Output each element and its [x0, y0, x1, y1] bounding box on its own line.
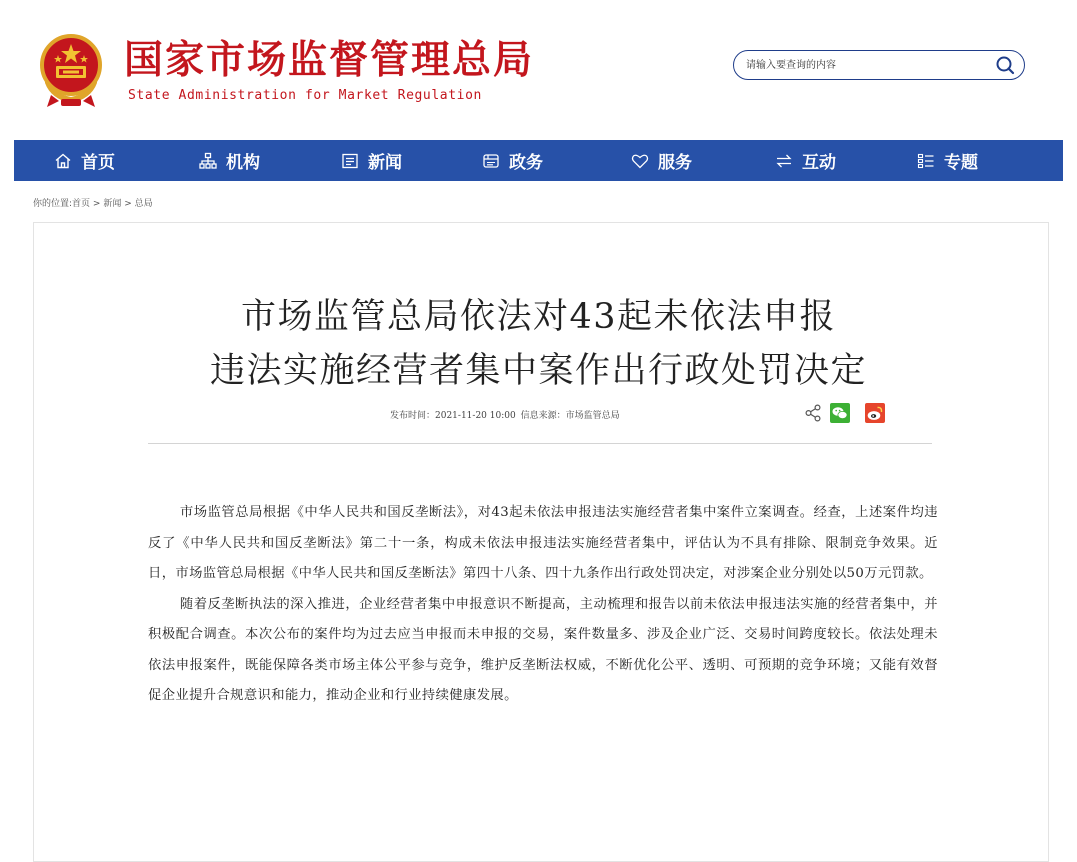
share-icon[interactable]	[804, 403, 822, 423]
breadcrumb-separator: >	[121, 199, 135, 209]
list-icon	[917, 152, 935, 170]
title-divider	[148, 443, 932, 444]
document-icon	[482, 152, 500, 170]
article-title-line-2: 违法实施经营者集中案作出行政处罚决定	[209, 351, 867, 391]
nav-item-interaction[interactable]	[775, 140, 836, 181]
search-icon[interactable]	[994, 54, 1016, 76]
nav-label-news: 新闻	[368, 153, 402, 173]
site-subtitle: State Administration for Market Regulation	[128, 88, 482, 103]
national-emblem-logo[interactable]	[37, 33, 105, 109]
site-title[interactable]: 国家市场监督管理总局	[124, 38, 535, 83]
search-box	[733, 50, 1025, 80]
article-body	[148, 498, 938, 712]
breadcrumb-prefix: 你的位置:	[33, 199, 73, 209]
home-icon	[54, 152, 72, 170]
info-source: 信息来源：市场监管总局	[520, 411, 620, 421]
nav-item-home[interactable]	[54, 140, 115, 181]
nav-label-interaction: 互动	[802, 153, 836, 173]
nav-item-institutions[interactable]	[199, 140, 260, 181]
article-meta	[390, 408, 622, 421]
breadcrumb-link-news[interactable]: 新闻	[103, 199, 122, 209]
article-paragraph: 市场监管总局根据《中华人民共和国反垄断法》，对43起未依法申报违法实施经营者集中案件立案调查。经查，上述案件均违反了《中华人民共和国反垄断法》第二十一条，构成未依法申报违法实施经营者集中，评估认为不具有排除、限制竞争效果。近日，市场监管总局根据《中华人民共和国反垄断法》第四十八条、四十九条作出行政处罚决定，对涉案企业分别处以50万元罚款。	[148, 505, 938, 581]
breadcrumb-link-home[interactable]: 首页	[72, 199, 91, 209]
nav-item-news[interactable]	[341, 140, 402, 181]
nav-item-services[interactable]	[631, 140, 692, 181]
wechat-icon[interactable]	[830, 403, 850, 423]
weibo-icon[interactable]	[865, 403, 885, 423]
breadcrumb-separator: >	[90, 199, 104, 209]
nav-item-special-topics[interactable]	[917, 140, 978, 181]
article-paragraph: 随着反垄断执法的深入推进，企业经营者集中申报意识不断提高，主动梳理和报告以前未依法申报违法实施的经营者集中，并积极配合调查。本次公布的案件均为过去应当申报而未申报的交易，案件数量多、涉及企业广泛、交易时间跨度较长。依法处理未依法申报案件，既能保障各类市场主体公平参与竞争，维护反垄断法权威，不断优化公平、透明、可预期的竞争环境；又能有效督促企业提升合规意识和能力，推动企业和行业持续健康发展。	[148, 596, 938, 703]
publish-time: 发布时间：2021-11-20 10:00	[390, 411, 516, 421]
site-header	[0, 0, 1077, 140]
breadcrumb	[33, 196, 153, 209]
search-input[interactable]	[746, 56, 976, 74]
nav-label-government-affairs: 政务	[509, 153, 543, 173]
heart-icon	[631, 152, 649, 170]
breadcrumb-link-administration[interactable]: 总局	[134, 199, 153, 209]
nav-label-institutions: 机构	[226, 153, 260, 173]
article-title-line-1: 市场监管总局依法对43起未依法申报	[240, 297, 837, 337]
news-icon	[341, 152, 359, 170]
nav-item-government-affairs[interactable]	[482, 140, 543, 181]
main-nav	[14, 140, 1063, 181]
nav-label-home: 首页	[81, 153, 115, 173]
nav-label-services: 服务	[658, 153, 692, 173]
nav-label-special-topics: 专题	[944, 153, 978, 173]
org-chart-icon	[199, 152, 217, 170]
article-title	[0, 290, 1077, 398]
exchange-icon	[775, 152, 793, 170]
